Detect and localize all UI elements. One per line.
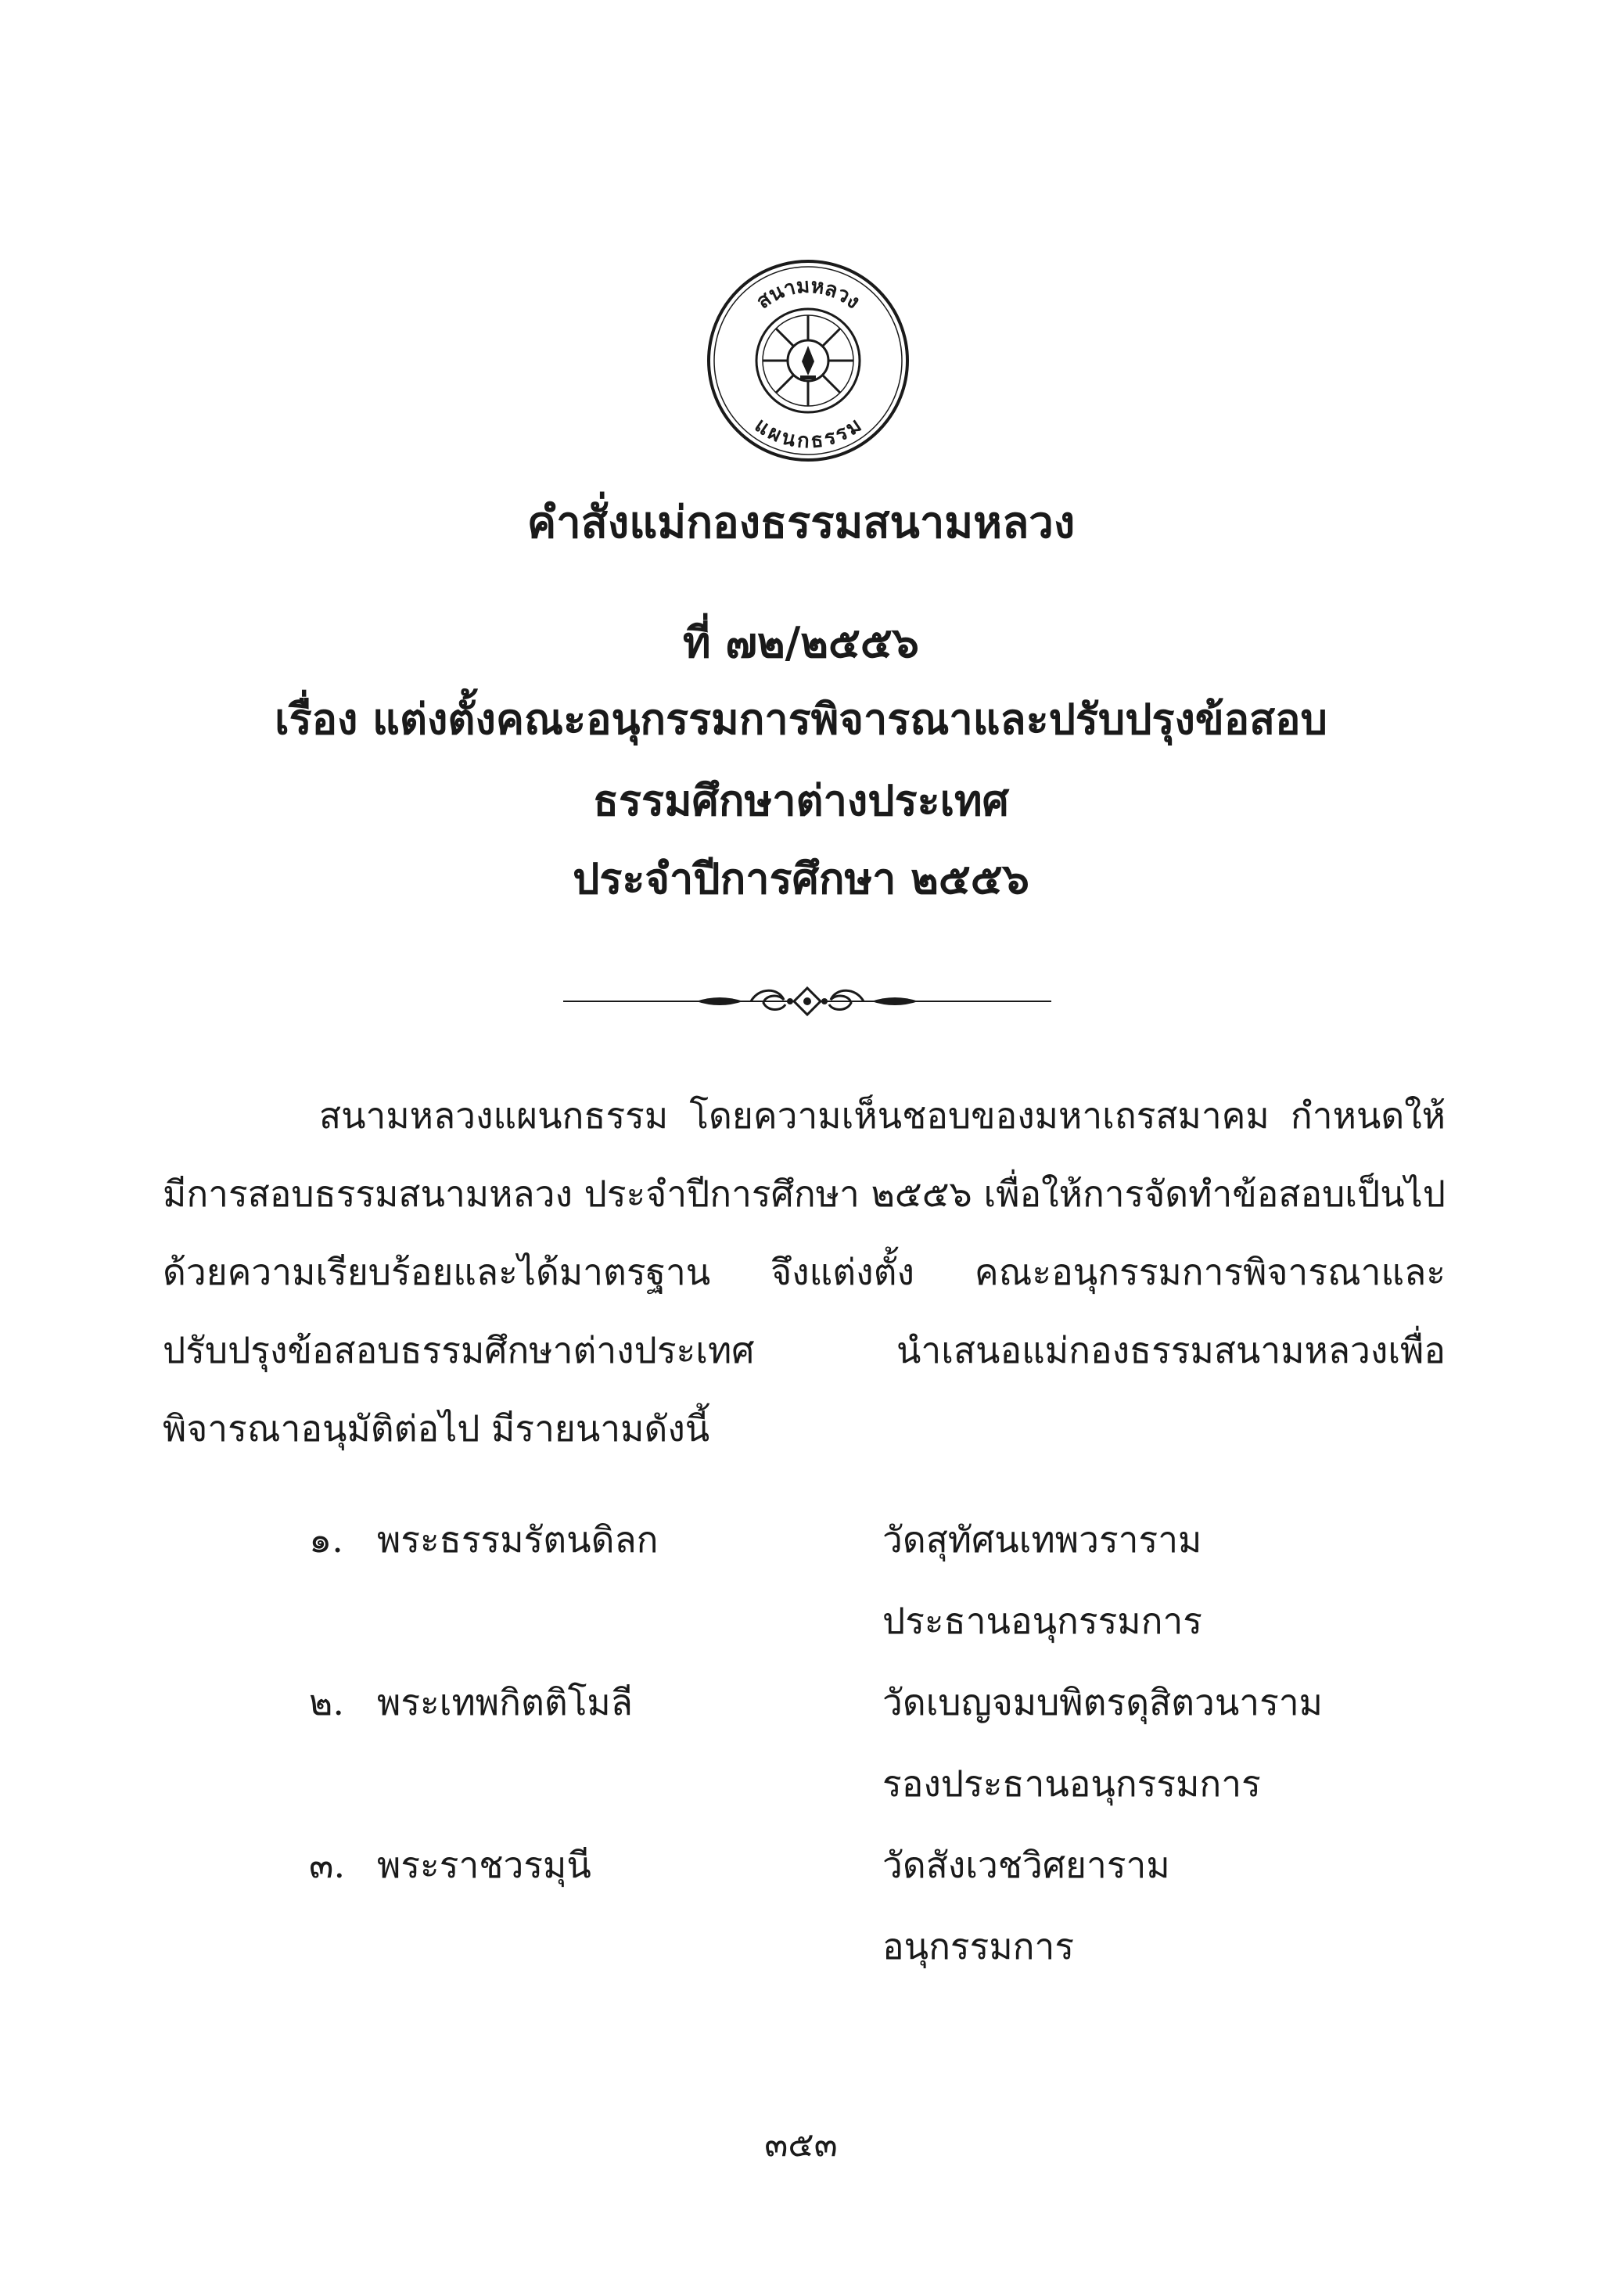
member-role: อนุกรรมการ [882, 1925, 1075, 1967]
member-role: ประธานอนุกรรมการ [882, 1600, 1203, 1642]
seal-bottom-text: แผนกธรรม [750, 413, 866, 454]
academic-year-line: ประจำปีการศึกษา ๒๕๕๖ [573, 853, 1029, 904]
subject-line: เรื่อง แต่งตั้งคณะอนุกรรมการพิจารณาและปรับปรุงข้อสอบ [275, 694, 1327, 744]
member-row [0, 1824, 1602, 1906]
member-name: พระราชวรมุนี [377, 1844, 591, 1886]
member-name: พระเทพกิตติโมลี [377, 1681, 633, 1723]
member-role-row [0, 1580, 1602, 1662]
member-name: พระธรรมรัตนดิลก [377, 1518, 659, 1561]
seal-top-text: สนามหลวง [752, 274, 864, 314]
document-heading: คำสั่งแม่กองธรรมสนามหลวง [526, 497, 1076, 548]
member-temple: วัดเบญจมบพิตรดุสิตวนาราม [882, 1681, 1323, 1723]
subject-line-2: ธรรมศึกษาต่างประเทศ [593, 775, 1009, 825]
member-row [0, 1499, 1602, 1580]
member-number: ๑. [309, 1518, 343, 1561]
member-temple: วัดสุทัศนเทพวราราม [882, 1518, 1202, 1561]
member-temple: วัดสังเวชวิศยาราม [882, 1844, 1170, 1886]
page-number: ๓๕๓ [764, 2125, 838, 2165]
member-number: ๓. [309, 1844, 346, 1886]
member-role-row [0, 1743, 1602, 1824]
ornament-divider [563, 976, 1051, 1026]
member-role: รองประธานอนุกรรมการ [882, 1762, 1261, 1805]
seal-emblem [706, 258, 911, 463]
dharma-wheel-icon [756, 309, 860, 412]
svg-text:แผนกธรรม [750, 414, 866, 454]
member-role-row [0, 1906, 1602, 1987]
member-number: ๒. [309, 1681, 344, 1723]
order-number: ที่ ๗๒/๒๕๕๖ [683, 617, 919, 667]
member-row [0, 1662, 1602, 1743]
body-paragraph: สนามหลวงแผนกธรรม โดยความเห็นชอบของมหาเถรสมาคม กำหนดให้มีการสอบธรรมสนามหลวง ประจำปีการศึกษา ๒๕๕๖ เพื่อให้การจัดทำข้อสอบเป็นไปด้วยความเรียบร้อยและได้มาตรฐาน จึงแต่งตั้ง คณะอนุกรรมการพิจารณาและปรับปรุงข้อสอบธรรมศึกษาต่างประเทศ นำเสนอแม่กองธรรมสนามหลวงเพื่อพิจารณาอนุมัติต่อไป มีรายนามดังนี้ [163, 1094, 1446, 1450]
member-list [0, 1499, 1602, 1987]
